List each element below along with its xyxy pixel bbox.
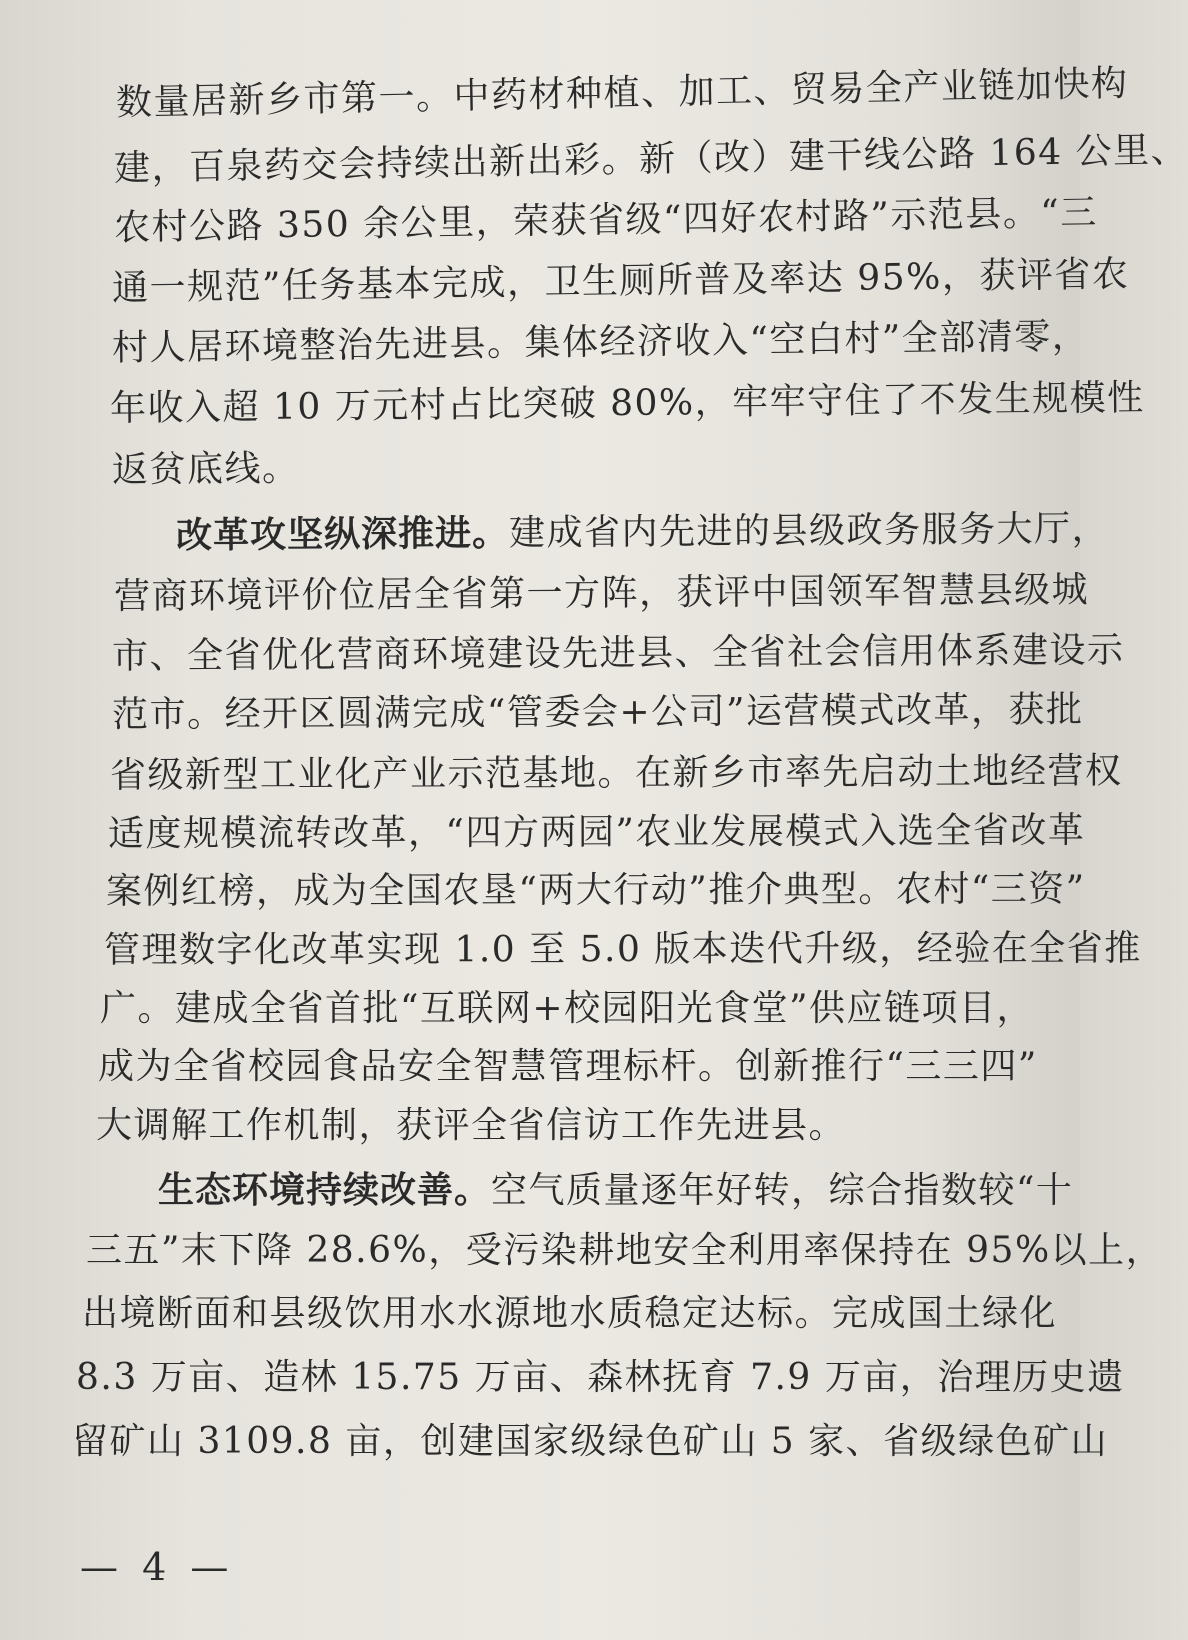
- body-line: 返贫底线。: [111, 448, 300, 491]
- reform-line: 营商环境评价位居全省第一方阵，获评中国领军智慧县级城: [113, 569, 1090, 618]
- ecology-line: 三五”末下降 28.6%，受污染耕地安全利用率保持在 95%以上，: [86, 1230, 1164, 1271]
- ecology-paragraph-first-line: [158, 1170, 1074, 1211]
- reform-paragraph-first-line: [175, 508, 1110, 557]
- body-line: 年收入超 10 万元村占比突破 80%，牢牢守住了不发生规模性: [109, 377, 1145, 430]
- reform-line: 市、全省优化营商环境建设先进县、全省社会信用体系建设示: [111, 629, 1125, 678]
- ecology-line: 出境断面和县级饮用水水源地水质稳定达标。完成国土绿化: [82, 1293, 1058, 1334]
- ecology-line: 留矿山 3109.8 亩，创建国家级绿色矿山 5 家、省级绿色矿山: [72, 1421, 1109, 1462]
- body-line: 通一规范”任务基本完成，卫生厕所普及率达 95%，获评省农: [111, 253, 1130, 310]
- reform-line: 适度规模流转改革，“四方两园”农业发展模式入选全省改革: [107, 810, 1086, 855]
- body-line: 村人居环境整治先进县。集体经济收入“空白村”全部清零，: [111, 316, 1090, 369]
- body-line: 建，百泉药交会持续出新出彩。新（改）建干线公路 164 公里、: [113, 129, 1188, 190]
- reform-line: 成为全省校园食品安全智慧管理标杆。创新推行“三三四”: [98, 1046, 1038, 1087]
- reform-line: 大调解工作机制，获评全省信访工作先进县。: [96, 1105, 847, 1146]
- reform-lead: 改革攻坚纵深推进。: [175, 513, 510, 557]
- ecology-first-line-text: 空气质量逐年好转，综合指数较“十: [491, 1170, 1074, 1211]
- reform-line: 范市。经开区圆满完成“管委会+公司”运营模式改革，获批: [111, 689, 1084, 736]
- reform-line: 广。建成全省首批“互联网+校园阳光食堂”供应链项目，: [100, 988, 1034, 1029]
- reform-line: 省级新型工业化产业示范基地。在新乡市率先启动土地经营权: [109, 750, 1123, 797]
- reform-first-line-text: 建成省内先进的县级政务服务大厅，: [508, 508, 1110, 555]
- ecology-lead: 生态环境持续改善。: [158, 1170, 492, 1211]
- reform-line: 案例红榜，成为全国农垦“两大行动”推介典型。农村“三资”: [105, 868, 1086, 913]
- body-line: 农村公路 350 余公里，荣获省级“四好农村路”示范县。“三: [113, 192, 1099, 249]
- body-line: 数量居新乡市第一。中药材种植、加工、贸易全产业链加快构: [115, 63, 1129, 124]
- page-number: — 4 —: [80, 1545, 235, 1589]
- ecology-line: 8.3 万亩、造林 15.75 万亩、森林抚育 7.9 万亩，治理历史遗: [76, 1357, 1125, 1398]
- reform-line: 管理数字化改革实现 1.0 至 5.0 版本迭代升级，经验在全省推: [103, 928, 1142, 971]
